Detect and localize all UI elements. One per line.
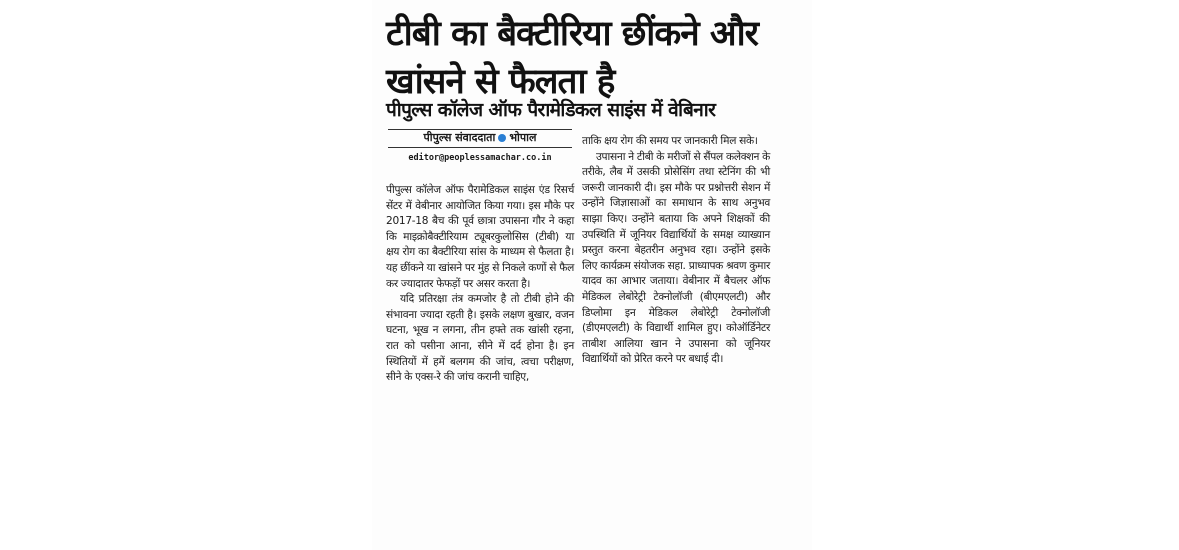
paragraph: ताकि क्षय रोग की समय पर जानकारी मिल सके। bbox=[582, 135, 758, 147]
bullet-dot-icon bbox=[498, 134, 506, 142]
byline bbox=[388, 130, 572, 146]
paragraph: यदि प्रतिरक्षा तंत्र कमजोर है तो टीबी होने की संभावना ज्यादा रहती है। इसके लक्षण बुखार, वजन घटना, भूख न लगना, तीन हफ्ते तक खांसी रहना, रात को पसीना आना, सीने में दर्द होना है। इन स्थितियों में हमें बलगम की जांच, त्वचा परीक्षण, सीने के एक्स-रे की जांच करानी चाहिए, bbox=[386, 293, 574, 384]
subheadline: पीपुल्स कॉलेज ऑफ पैरामेडिकल साइंस में वेबिनार bbox=[386, 99, 716, 121]
headline: टीबी का बैक्टीरिया छींकने और खांसने से फैलता है bbox=[386, 14, 758, 102]
byline-location: भोपाल bbox=[509, 131, 537, 144]
byline-bottom-rule bbox=[388, 147, 572, 148]
article-column-1 bbox=[386, 183, 574, 386]
email-contact: editor@peoplessamachar.co.in bbox=[408, 153, 552, 163]
news-clipping bbox=[372, 0, 812, 550]
paragraph: पीपुल्स कॉलेज ऑफ पैरामेडिकल साइंस एंड रिसर्च सेंटर में वेबीनार आयोजित किया गया। इस मौके पर 2017-18 बैच की पूर्व छात्रा उपासना गौर ने कहा कि माइक्रोबैक्टीरियाम ट्यूबरकुलोसिस (टीबी) या क्षय रोग का बैक्टीरिया सांस के माध्यम से फैलता है। यह छींकने या खांसने पर मुंह से निकले कणों से फैल कर ज्यादातर फेफड़ों पर असर करता है। bbox=[386, 184, 574, 290]
paragraph: उपासना ने टीबी के मरीजों से सैंपल कलेक्शन के तरीके, लैब में उसकी प्रोसेसिंग तथा स्टेनिंग की भी जरूरी जानकारी दी। इस मौके पर प्रश्नोत्तरी सेशन में उन्होंने जिज्ञासाओं का समाधान के साथ अनुभव साझा किए। उन्होंने बताया कि अपने शिक्षकों की उपस्थिति में जूनियर विद्यार्थियों के समक्ष व्याख्यान प्रस्तुत करना बेहतरीन अनुभव रहा। उन्होंने इसके लिए कार्यक्रम संयोजक सहा. प्राध्यापक श्रवण कुमार यादव का आभार जताया। वेबीनार में बैचलर ऑफ मेडिकल लेबोरेट्री टेक्नोलॉजी (बीएमएलटी) और डिप्लोमा इन मेडिकल लेबोरेट्री टेक्नोलॉजी (डीएमएलटी) के विद्यार्थी शामिल हुए। कोऑर्डिनेटर ताबीश आलिया खान ने उपासना को जूनियर विद्यार्थियों को प्रेरित करने पर बधाई दी। bbox=[582, 150, 770, 366]
article-column-2 bbox=[582, 134, 770, 368]
byline-author: पीपुल्स संवाददाता bbox=[423, 131, 496, 144]
